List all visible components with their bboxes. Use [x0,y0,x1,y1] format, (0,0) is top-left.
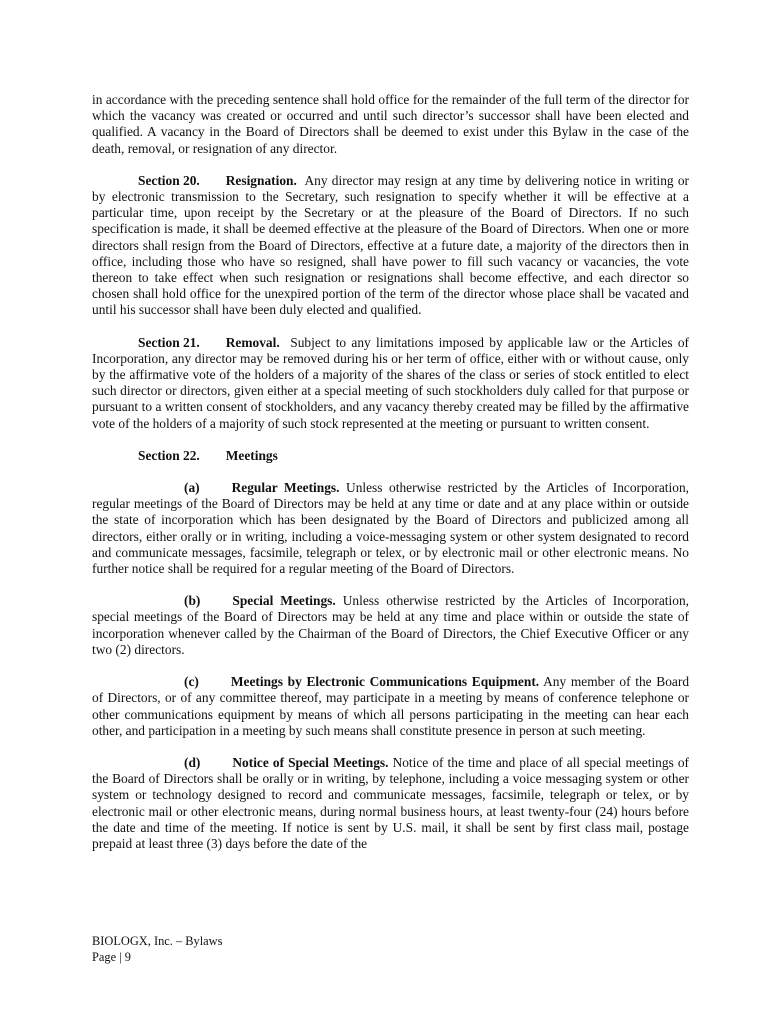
subsection-c-text: Any member of the Board of Directors, or of any committee thereof, may participate in a meeting by means of conference telephone or other communications equipment by means of which all persons participating in the meeting can hear each other, and participation in a meeting by such means shall constitute presence in person at such meeting. [92,674,690,738]
opening-text: in accordance with the preceding sentence shall hold office for the remainder of the full term of the director for which the vacancy was created or occurred and until such director’s successor shall have been elected and qualified. A vacancy in the Board of Directors shall be deemed to exist under this Bylaw in the case of the death, removal, or resignation of any director. [92,92,689,156]
section-21-paragraph [92,335,689,432]
section-21-number: Section 21. [138,334,200,350]
section-20-paragraph [92,173,689,319]
section-20-title: Resignation. [225,172,297,188]
subsection-a-title: Regular Meetings. [231,480,340,496]
subsection-c-title: Meetings by Electronic Communications Equipment. [230,674,540,690]
footer-company: BIOLOGX, Inc. – Bylaws [92,934,223,948]
section-20-number: Section 20. [138,172,200,188]
subsection-c-paragraph [92,674,689,739]
section-20-text: Any director may resign at any time by delivering notice in writing or by electronic transmission to the Secretary, such resignation to specify whether it will be effective at a particular time, upon receipt by the Secretary or at the pleasure of the Board of Directors. If no such specification is made, it shall be deemed effective at the pleasure of the Board of Directors. When one or more directors shall resign from the Board of Directors, effective at a future date, a majority of the directors then in office, including those who have so resigned, shall have power to fill such vacancy or vacancies, the vote thereon to take effect when such resignation or resignations shall become effective, and each director so chosen shall hold office for the unexpired portion of the term of the director whose place shall be vacated and until his successor shall have been duly elected and qualified. [92,172,689,318]
section-22-heading [92,448,689,464]
subsection-d-text: Notice of the time and place of all special meetings of the Board of Directors shall be orally or in writing, by telephone, including a voice messaging system or other system or technology designed to record and communicate messages, facsimile, telegraph or telex, or by electronic mail or other electronic means, during normal business hours, at least twenty-four (24) hours before the date and time of the meeting. If notice is sent by U.S. mail, it shall be sent by first class mail, postage prepaid at least three (3) days before the date of the [92,754,690,851]
subsection-b-title: Special Meetings. [232,593,336,609]
section-22-title: Meetings [225,447,278,463]
document-page [92,92,689,868]
subsection-b-label: (b) [184,593,201,609]
section-22-number: Section 22. [138,447,200,463]
subsection-c-label: (c) [184,674,199,690]
subsection-a-label: (a) [184,480,200,496]
subsection-d-title: Notice of Special Meetings. [232,754,389,770]
section-21-title: Removal. [225,334,280,350]
section-21-text: Subject to any limitations imposed by applicable law or the Articles of Incorporation, any director may be removed during his or her term of office, either with or without cause, only by the affirmative vote of the holders of a majority of the shares of the class or series of stock entitled to elect such director or directors, given either at a special meeting of such stockholders duly called for that purpose or pursuant to a written consent of stockholders, and any vacancy thereby created may be filled by the affirmative vote of the holders of a majority of such stock represented at the meeting or pursuant to written consent. [92,334,689,431]
page-footer [92,934,222,965]
subsection-a-text: Unless otherwise restricted by the Articles of Incorporation, regular meetings of the Board of Directors may be held at any time or date and at any place within or outside the state of incorporation which has been designated by the Board of Directors and publicized among all directors, either orally or in writing, including a voice-messaging system or other system designated to record and communicate messages, facsimile, telegraph or telex, or by electronic mail or other electronic means. No further notice shall be required for a regular meeting of the Board of Directors. [92,480,689,577]
subsection-d-label: (d) [184,754,201,770]
subsection-b-paragraph [92,593,689,658]
footer-page-number: Page | 9 [92,949,131,964]
subsection-a-paragraph [92,480,689,577]
subsection-b-text: Unless otherwise restricted by the Articles of Incorporation, special meetings of the Board of Directors may be held at any time and place within or outside the state of incorporation whenever called by the Chairman of the Board of Directors, the Chief Executive Officer or any two (2) directors. [92,593,689,657]
subsection-d-paragraph [92,755,689,852]
opening-paragraph [92,92,689,157]
